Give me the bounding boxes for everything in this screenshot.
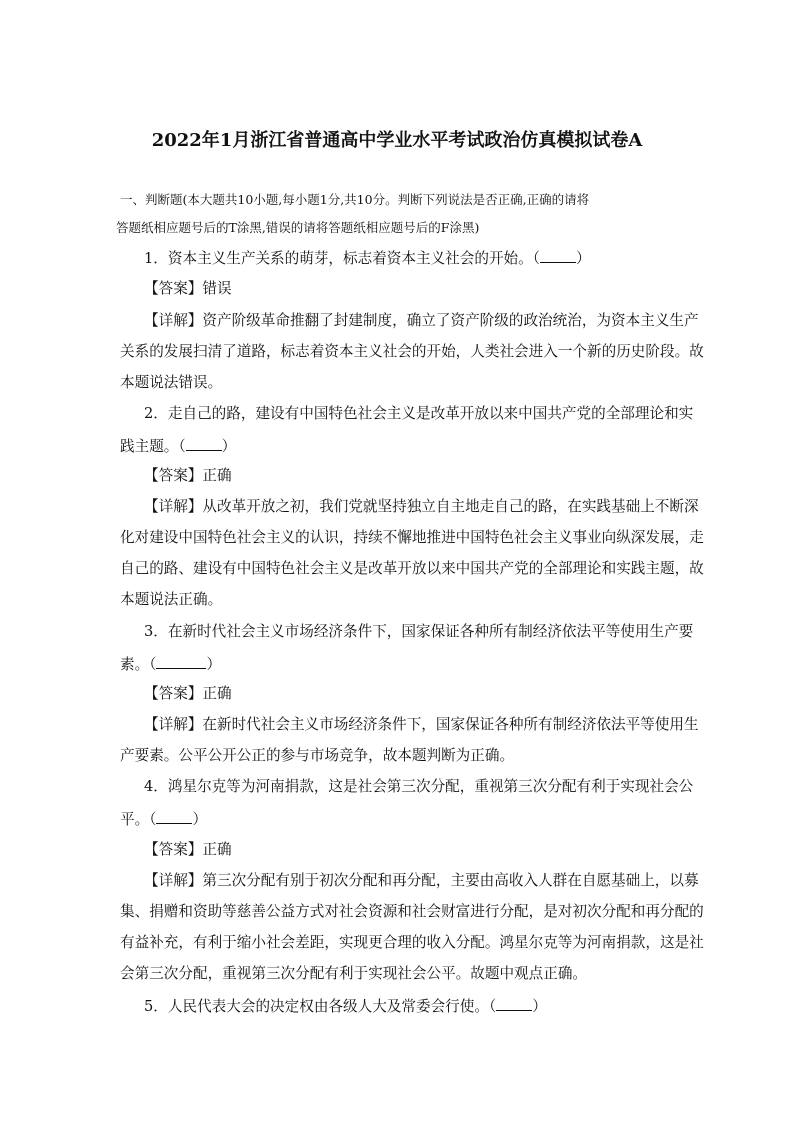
question-1-detail-line-3: 本题说法错误。 bbox=[120, 374, 223, 391]
question-1-detail-line-1: 【详解】资产阶级革命推翻了封建制度，确立了资产阶级的政治统治，为资本主义生产 bbox=[144, 312, 699, 329]
question-4-answer: 【答案】正确 bbox=[144, 841, 232, 858]
question-2-detail-line-4: 本题说法正确。 bbox=[120, 591, 223, 608]
section-instructions-line-2: 答题纸相应题号后的T涂黑,错误的请将答题纸相应题号后的F涂黑) bbox=[116, 220, 480, 235]
question-2-stem: 2．走自己的路，建设有中国特色社会主义是改革开放以来中国共产党的全部理论和实 bbox=[144, 405, 694, 422]
question-3-detail-line-2: 产要素。公平公开公正的参与市场竞争，故本题判断为正确。 bbox=[120, 747, 515, 764]
question-3-stem: 3．在新时代社会主义市场经济条件下，国家保证各种所有制经济依法平等使用生产要 bbox=[144, 623, 694, 640]
question-2-stem-line-2: 践主题。（ ） bbox=[120, 438, 237, 455]
answer-blank bbox=[186, 436, 222, 451]
question-2-detail-line-1: 【详解】从改革开放之初，我们党就坚持独立自主地走自己的路，在实践基础上不断深 bbox=[144, 498, 699, 515]
question-4-detail-line-3: 有益补充，有利于缩小社会差距，实现更合理的收入分配。鸿星尔克等为河南捐款，这是社 bbox=[120, 934, 704, 951]
question-4-stem: 4．鸿星尔克等为河南捐款，这是社会第三次分配，重视第三次分配有利于实现社会公 bbox=[144, 778, 694, 795]
question-2-detail-line-3: 自己的路、建设有中国特色社会主义是改革开放以来中国共产党的全部理论和实践主题，故 bbox=[120, 560, 704, 577]
question-5-stem: 5．人民代表大会的决定权由各级人大及常委会行使。（ ） bbox=[144, 998, 547, 1015]
answer-blank bbox=[156, 809, 192, 824]
question-4-detail-line-1: 【详解】第三次分配有别于初次分配和再分配，主要由高收入人群在自愿基础上，以募 bbox=[144, 872, 699, 889]
question-3-answer: 【答案】正确 bbox=[144, 685, 232, 702]
answer-blank bbox=[496, 996, 532, 1011]
question-1-stem: 1．资本主义生产关系的萌芽，标志着资本主义社会的开始。（ ） bbox=[144, 250, 591, 267]
question-3-detail-line-1: 【详解】在新时代社会主义市场经济条件下，国家保证各种所有制经济依法平等使用生 bbox=[144, 716, 699, 733]
question-2-answer: 【答案】正确 bbox=[144, 467, 232, 484]
section-instructions-line-1: 一、判断题(本大题共10小题,每小题1分,共10分。判断下列说法是否正确,正确的请将 bbox=[120, 192, 590, 207]
question-2-detail-line-2: 化对建设中国特色社会主义的认识，持续不懈地推进中国特色社会主义事业向纵深发展，走 bbox=[120, 529, 704, 546]
question-1-answer: 【答案】错误 bbox=[144, 280, 232, 297]
answer-blank bbox=[156, 654, 206, 669]
question-4-detail-line-2: 集、捐赠和资助等慈善公益方式对社会资源和社会财富进行分配，是对初次分配和再分配的 bbox=[120, 903, 704, 920]
question-4-detail-line-4: 会第三次分配，重视第三次分配有利于实现社会公平。故题中观点正确。 bbox=[120, 965, 588, 982]
page-title: 2022年1月浙江省普通高中学业水平考试政治仿真模拟试卷A bbox=[151, 130, 643, 151]
question-4-stem-line-2: 平。（ ） bbox=[120, 811, 208, 828]
question-3-stem-line-2: 素。（ ） bbox=[120, 656, 222, 673]
section-header bbox=[116, 186, 692, 242]
question-1-detail-line-2: 关系的发展扫清了道路，标志着资本主义社会的开始，人类社会进入一个新的历史阶段。故 bbox=[120, 343, 704, 360]
answer-blank bbox=[540, 248, 576, 263]
